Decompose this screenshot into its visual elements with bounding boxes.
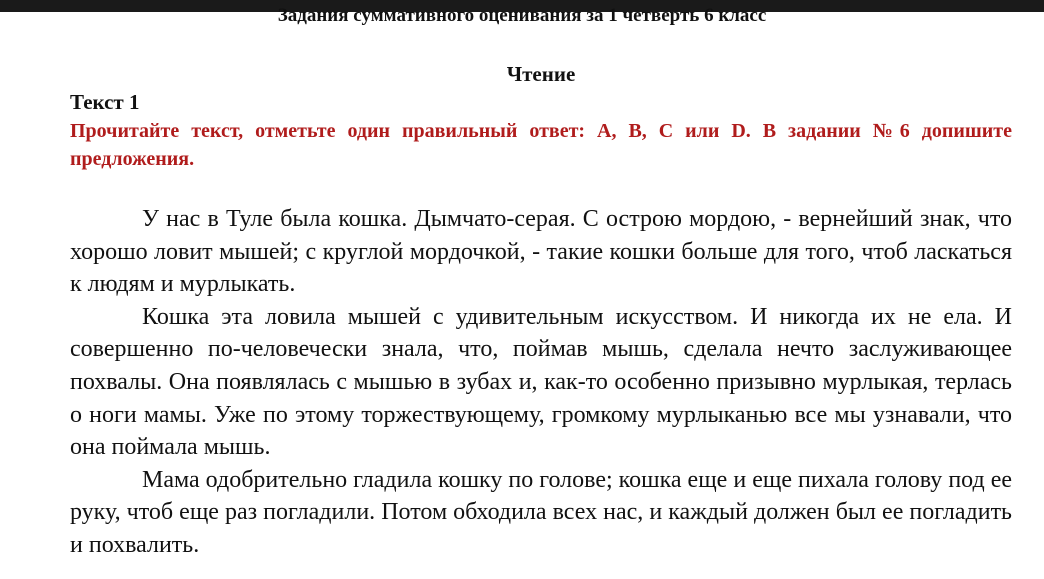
paragraph-3: Мама одобрительно гладила кошку по голове; кошка еще и еще пихала голову под ее руку, чтоб еще раз погладили. Потом обходила всех нас, и каждый должен был ее погладить и похвалить. [70, 466, 1012, 558]
section-title: Чтение [506, 62, 576, 86]
reading-text [70, 203, 1012, 562]
instructions: Прочитайте текст, отметьте один правильный ответ: A, B, C или D. В задании №6 допишите предложения. [70, 120, 1012, 170]
paragraph-1: У нас в Туле была кошка. Дымчато-серая. С острою мордою, - вернейший знак, что хорошо ловит мышей; с круглой мордочкой, - такие кошки больше для того, чтоб ласкаться к людям и мурлыкать. [70, 206, 1012, 298]
text-label: Текст 1 [70, 90, 140, 114]
paragraph-2: Кошка эта ловила мышей с удивительным искусством. И никогда их не ела. И совершенно по-человечески знала, что, поймав мышь, сделала нечто заслуживающее похвалы. Она появлялась с мышью в зубах и, как-то особенно призывно мурлыкая, терлась о ноги мамы. Уже по этому торжествующему, громкому мурлыканью все мы узнавали, что она поймала мышь. [70, 303, 1012, 461]
page-header: Задания суммативного оценивания за 1 четверть 6 класс [277, 5, 767, 26]
